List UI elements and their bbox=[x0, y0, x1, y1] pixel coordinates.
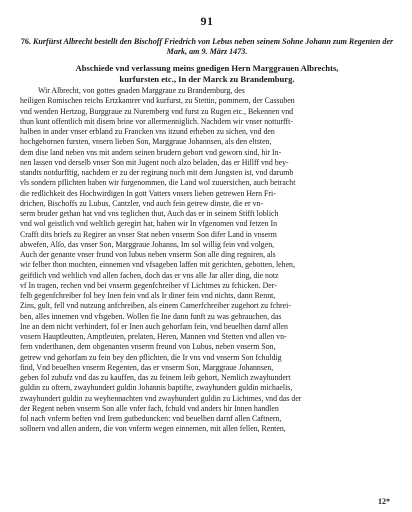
body-line: die redlichkeit des Hochwirdigen In gott Vatters vnsers lieben getrewen Hern Fri- bbox=[20, 188, 276, 198]
body-line: heiligen Romischen reichs Ertzkamrer vnd kurfurst, zu Stettin, pommern, der Cassuben bbox=[20, 96, 295, 106]
body-line: ben, alles innemen vnd vfsgeben. Wollen fie Ine dann funft zu was gebrauchen, das bbox=[20, 311, 282, 321]
body-line: sollnern vnd allen andern, die von vnferm wegen einnemen, mit allen fellen, Renten, bbox=[20, 424, 286, 434]
section-title bbox=[20, 63, 394, 84]
body-text bbox=[20, 86, 394, 435]
body-line: vnsern Hauptleutten, Amptleuten, prelaten, Heren, Mannen vnd Stetten vnd allen vn- bbox=[20, 332, 287, 342]
body-line: Wir Albrecht, von gottes gnaden Marggraue zu Brandemburg, des bbox=[38, 86, 245, 96]
body-line: vnd wol geistlich vnd weltlich geregirt hat, haben wir In vfgenomen vnd fetzen In bbox=[20, 219, 278, 229]
body-line: geben fol zubufz vnd das zu kauffen, das zu feinem leib gehort, Nemlich zwayhundert bbox=[20, 373, 291, 383]
body-line: fol nach vnferm beften vnd Irem gutbeduncken: vnd beuelhen darnf allen Caftnern, bbox=[20, 414, 282, 424]
body-line: vnd wenden Hertzog, Burggraue zu Nuremberg vnd furst zu Rugen etc., Bekennen vnd bbox=[20, 106, 294, 116]
body-line: find, Vnd beuelhen vnserm Regenten, das er vnserm Son, Marggraue Johannsen, bbox=[20, 362, 274, 372]
body-line: guldin zu oftern, zwayhundert guldin Johannis baptifte, zwayhundert guldin michaelis, bbox=[20, 383, 293, 393]
section-title-line: kurfursten etc., In der Marck zu Brandemburg. bbox=[119, 73, 295, 84]
body-line: Zins, gult, fell vnd nutzung anfchreiben, als einem Camerfchreiber zugehort zu fchrei- bbox=[20, 301, 291, 311]
body-line: zwayhundert guldin zu weyhennachten vnd zwayhundert guldin zu Lichtmes, vnd das der bbox=[20, 393, 302, 403]
body-line: felb gegenfchreiber fol bey Inen fein vnd als Ir diner fein vnd nichts, dann Rennt, bbox=[20, 291, 276, 301]
body-line: dem dise land neben vns mit andern seinen brudern gebort vnd geworn sind, hir In- bbox=[20, 147, 282, 157]
document-number: 76. bbox=[20, 37, 31, 46]
document-heading bbox=[20, 37, 394, 57]
body-line: vls sondern pflichten haben wir furgenommen, die Land wol zuuersichen, auch betracht bbox=[20, 178, 296, 188]
body-line: fern vnderthanen, dem obgenanten vnserm freund von Lubus, neben vnserm Son, bbox=[20, 342, 276, 352]
body-line: abwefen, Alſo, das vnser Son, Marggraue Johanns, Im sol willig fein vnd volgen, bbox=[20, 239, 275, 249]
page-number: 91 bbox=[200, 14, 214, 28]
body-line: wir felber thon mochten, einnemen vnd vfsageben laffen mit gerichten, gebotten, lehen, bbox=[20, 260, 295, 270]
signature-mark: 12* bbox=[378, 497, 390, 506]
body-line: Ine an dem nicht verhindert, fol er Inen auch gehorfam fein, vnd beuelhen darnf allen bbox=[20, 321, 288, 331]
document-heading-text: Kurfürst Albrecht bestellt den Bischoff Friedrich von Lebus neben seinem Sohne Johann zum Regenten der Mark, am 9. März 1473. bbox=[32, 37, 394, 57]
body-line: hochgebornen fursten, vnsern lieben Son, Marggraue Johannsen, als den eltsten, bbox=[20, 137, 272, 147]
body-line: serm bruder gethan hat vnd vns teglichen thut, Auch das er in seinem Stifft loblich bbox=[20, 209, 279, 219]
body-line: geiftlich vnd weltlich vnd allen fachen, doch das er vns alle Jar aller ding, die notz bbox=[20, 270, 279, 280]
body-line: halben in ander vnser erbland zu Francken vns itzund erheben zu sichen, vnd den bbox=[20, 127, 275, 137]
body-line: Crafft dits briefs zu Regirer an vnser Stat neben vnserm Son difer Land in vnserm bbox=[20, 229, 277, 239]
body-line: drichen, Bischoffs zu Lubus, Cantzler, vnd auch fein getrew dinste, die er vn- bbox=[20, 198, 264, 208]
body-line: standts notdurfftig, nachdem er zu der regirung noch mit dem Jungsten ist, vnd darumb bbox=[20, 168, 294, 178]
body-line: nen lassen vnd derselb vnser Son mit Jugent noch alzo beladen, das er Hillff vnd bey- bbox=[20, 157, 289, 167]
body-line: Auch der genante vnser frund von lubus neben vnserm Son alle ding regniren, als bbox=[20, 250, 276, 260]
body-line: der Regent neben vnserm Son alle vnfer fach, fchuld vnd anders hir Innen handlen bbox=[20, 403, 279, 413]
body-line: vf In tragen, rechen vnd bei vnserm gegenfchreiber vf Lichtmes zu fchicken. Der- bbox=[20, 280, 277, 290]
section-title-line: Abschiede vnd verlassung meins gnedigen Hern Marggrauen Albrechts, bbox=[75, 63, 339, 74]
body-line: thun kunt offentlich mit disem brine vor allermenniglich. Nachdem wir vnser notturfft- bbox=[20, 116, 293, 126]
body-line: getrew vnd gehorfam zu fein bey den pflichten, die Ir vns vnd vnserm Son fchuldig bbox=[20, 352, 282, 362]
